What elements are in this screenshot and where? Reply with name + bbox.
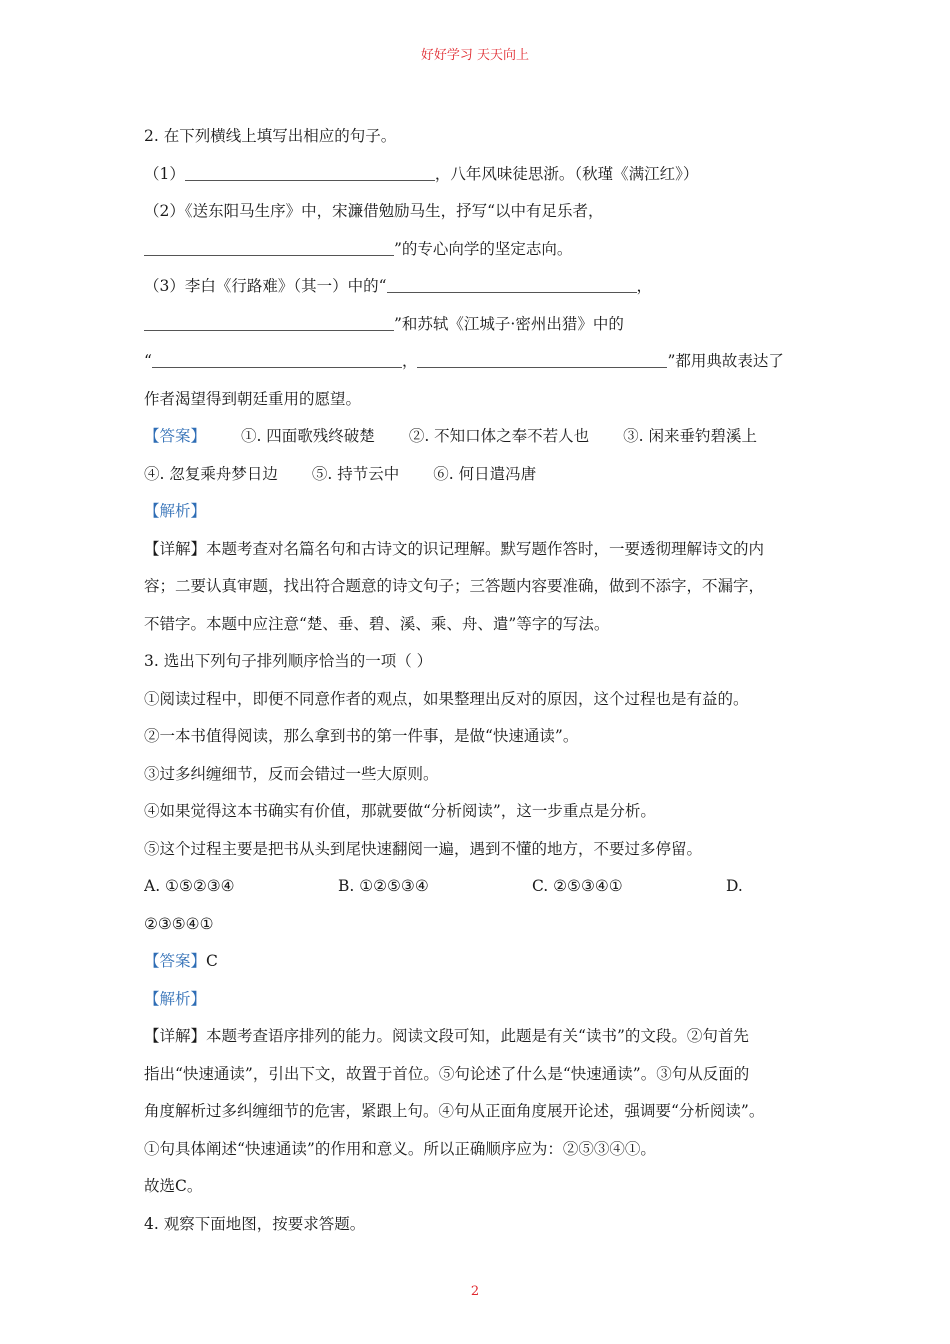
q3-sentence-2: ②一本书值得阅读，那么拿到书的第一件事，是做“快速通读”。	[144, 727, 579, 745]
q2-part3-line3-comma: ，	[401, 352, 418, 370]
q3-sentence-3: ③过多纠缠细节，反而会错过一些大原则。	[144, 764, 439, 783]
q3-sentence-5: ⑤这个过程主要是把书从头到尾快速翻阅一遍，遇到不懂的地方，不要过多停留。	[144, 839, 703, 858]
q3-stem: 3. 选出下列句子排列顺序恰当的一项（ ）	[144, 652, 433, 670]
q2-part3-line2-suffix: ”和苏轼《江城子·密州出猎》中的	[394, 314, 624, 333]
q3-option-c: C. ②⑤③④①	[532, 877, 623, 895]
q3-option-d: D.	[726, 877, 743, 895]
q2-answer-6: ⑥. 何日遣冯唐	[433, 464, 537, 483]
q2-analysis-tag: 【解析】	[144, 502, 207, 520]
fill-blank-3	[387, 274, 637, 293]
q3-detail-line1	[144, 1018, 816, 1056]
q2-part1-prefix: （1）	[144, 164, 185, 183]
q2-part3-line3-quote: “	[144, 352, 152, 370]
document-body	[144, 118, 816, 1243]
q2-part3-line3-suffix: ”都用典故表达了	[667, 352, 784, 370]
q2-stem: 2. 在下列横线上填写出相应的句子。	[144, 127, 397, 145]
q3-option-a: A. ①⑤②③④	[144, 877, 235, 895]
q3-detail-tag: 【详解】	[144, 1027, 207, 1045]
q2-part3-line4: 作者渴望得到朝廷重用的愿望。	[144, 389, 362, 408]
q3-answer-tag: 【答案】	[144, 952, 207, 970]
q2-answer-2: ②. 不知口体之奉不若人也	[408, 427, 590, 445]
q2-answer-5: ⑤. 持节云中	[311, 464, 400, 483]
q2-part2-line1: （2）《送东阳马生序》中，宋濂借勉励马生，抒写“以中有足乐者，	[144, 202, 604, 220]
q3-conclusion: 故选C。	[144, 1177, 203, 1195]
q2-part1	[144, 156, 816, 194]
q2-answer-row1	[144, 418, 816, 456]
q3-answer-line	[144, 943, 816, 981]
q3-sentence-1: ①阅读过程中，即便不同意作者的观点，如果整理出反对的原因，这个过程也是有益的。	[144, 689, 749, 708]
q3-detail-line4: ①句具体阐述“快速通读”的作用和意义。所以正确顺序应为：②⑤③④①。	[144, 1139, 656, 1158]
q2-detail-line1	[144, 531, 816, 569]
q4-stem: 4. 观察下面地图，按要求答题。	[144, 1214, 366, 1233]
q2-answer-4: ④. 忽复乘舟梦日边	[144, 464, 278, 483]
q2-part2-line2	[144, 231, 816, 269]
q3-option-b: B. ①②⑤③④	[338, 877, 429, 895]
q3-analysis-tag: 【解析】	[144, 989, 207, 1008]
fill-blank-2	[144, 237, 394, 256]
q2-part3-comma: ，	[636, 277, 653, 295]
q3-option-d-value: ②③⑤④①	[144, 914, 214, 933]
q3-answer: C	[206, 952, 218, 970]
q2-detail-line3: 不错字。本题中应注意“楚、垂、碧、溪、乘、舟、遣”等字的写法。	[144, 614, 610, 633]
fill-blank-4	[144, 312, 394, 331]
page-header: 好好学习 天天向上	[420, 48, 530, 63]
q2-part1-suffix: ，八年风味徒思浙。（秋瑾《满江红》）	[434, 164, 699, 183]
q3-detail-line2: 指出“快速通读”，引出下文，故置于首位。⑤句论述了什么是“快速通读”。③句从反面的	[144, 1064, 750, 1083]
q2-answer-tag: 【答案】	[144, 427, 207, 445]
q2-part3-line1	[144, 268, 816, 306]
q2-detail-tag: 【详解】	[144, 539, 207, 558]
fill-blank-6	[417, 349, 667, 368]
q2-part2-suffix: ”的专心向学的坚定志向。	[394, 239, 573, 258]
q3-detail-line3: 角度解析过多纠缠细节的危害，紧跟上句。④句从正面角度展开论述，强调要“分析阅读”。	[144, 1102, 765, 1120]
fill-blank-1	[185, 162, 435, 181]
fill-blank-5	[152, 349, 402, 368]
q2-detail-line2: 容；二要认真审题，找出符合题意的诗文句子；三答题内容要准确，做到不添字，不漏字，	[144, 577, 765, 595]
q2-part3-line3	[144, 343, 816, 381]
q2-answer-row2	[144, 456, 816, 494]
q2-detail-text-1: 本题考查对名篇名句和古诗文的识记理解。默写题作答时，一要透彻理解诗文的内	[206, 539, 765, 558]
q2-answer-3: ③. 闲来垂钓碧溪上	[623, 427, 758, 445]
q3-detail-text-1: 本题考查语序排列的能力。阅读文段可知，此题是有关“读书”的文段。②句首先	[206, 1027, 749, 1045]
q2-part3-line2	[144, 306, 816, 344]
q3-options	[144, 868, 816, 906]
q2-answer-1: ①. 四面歌残终破楚	[240, 427, 375, 445]
q2-part3-prefix: （3）李白《行路难》（其一）中的“	[144, 277, 387, 295]
q3-sentence-4: ④如果觉得这本书确实有价值，那就要做“分析阅读”，这一步重点是分析。	[144, 802, 656, 820]
page-number: 2	[470, 1284, 480, 1299]
